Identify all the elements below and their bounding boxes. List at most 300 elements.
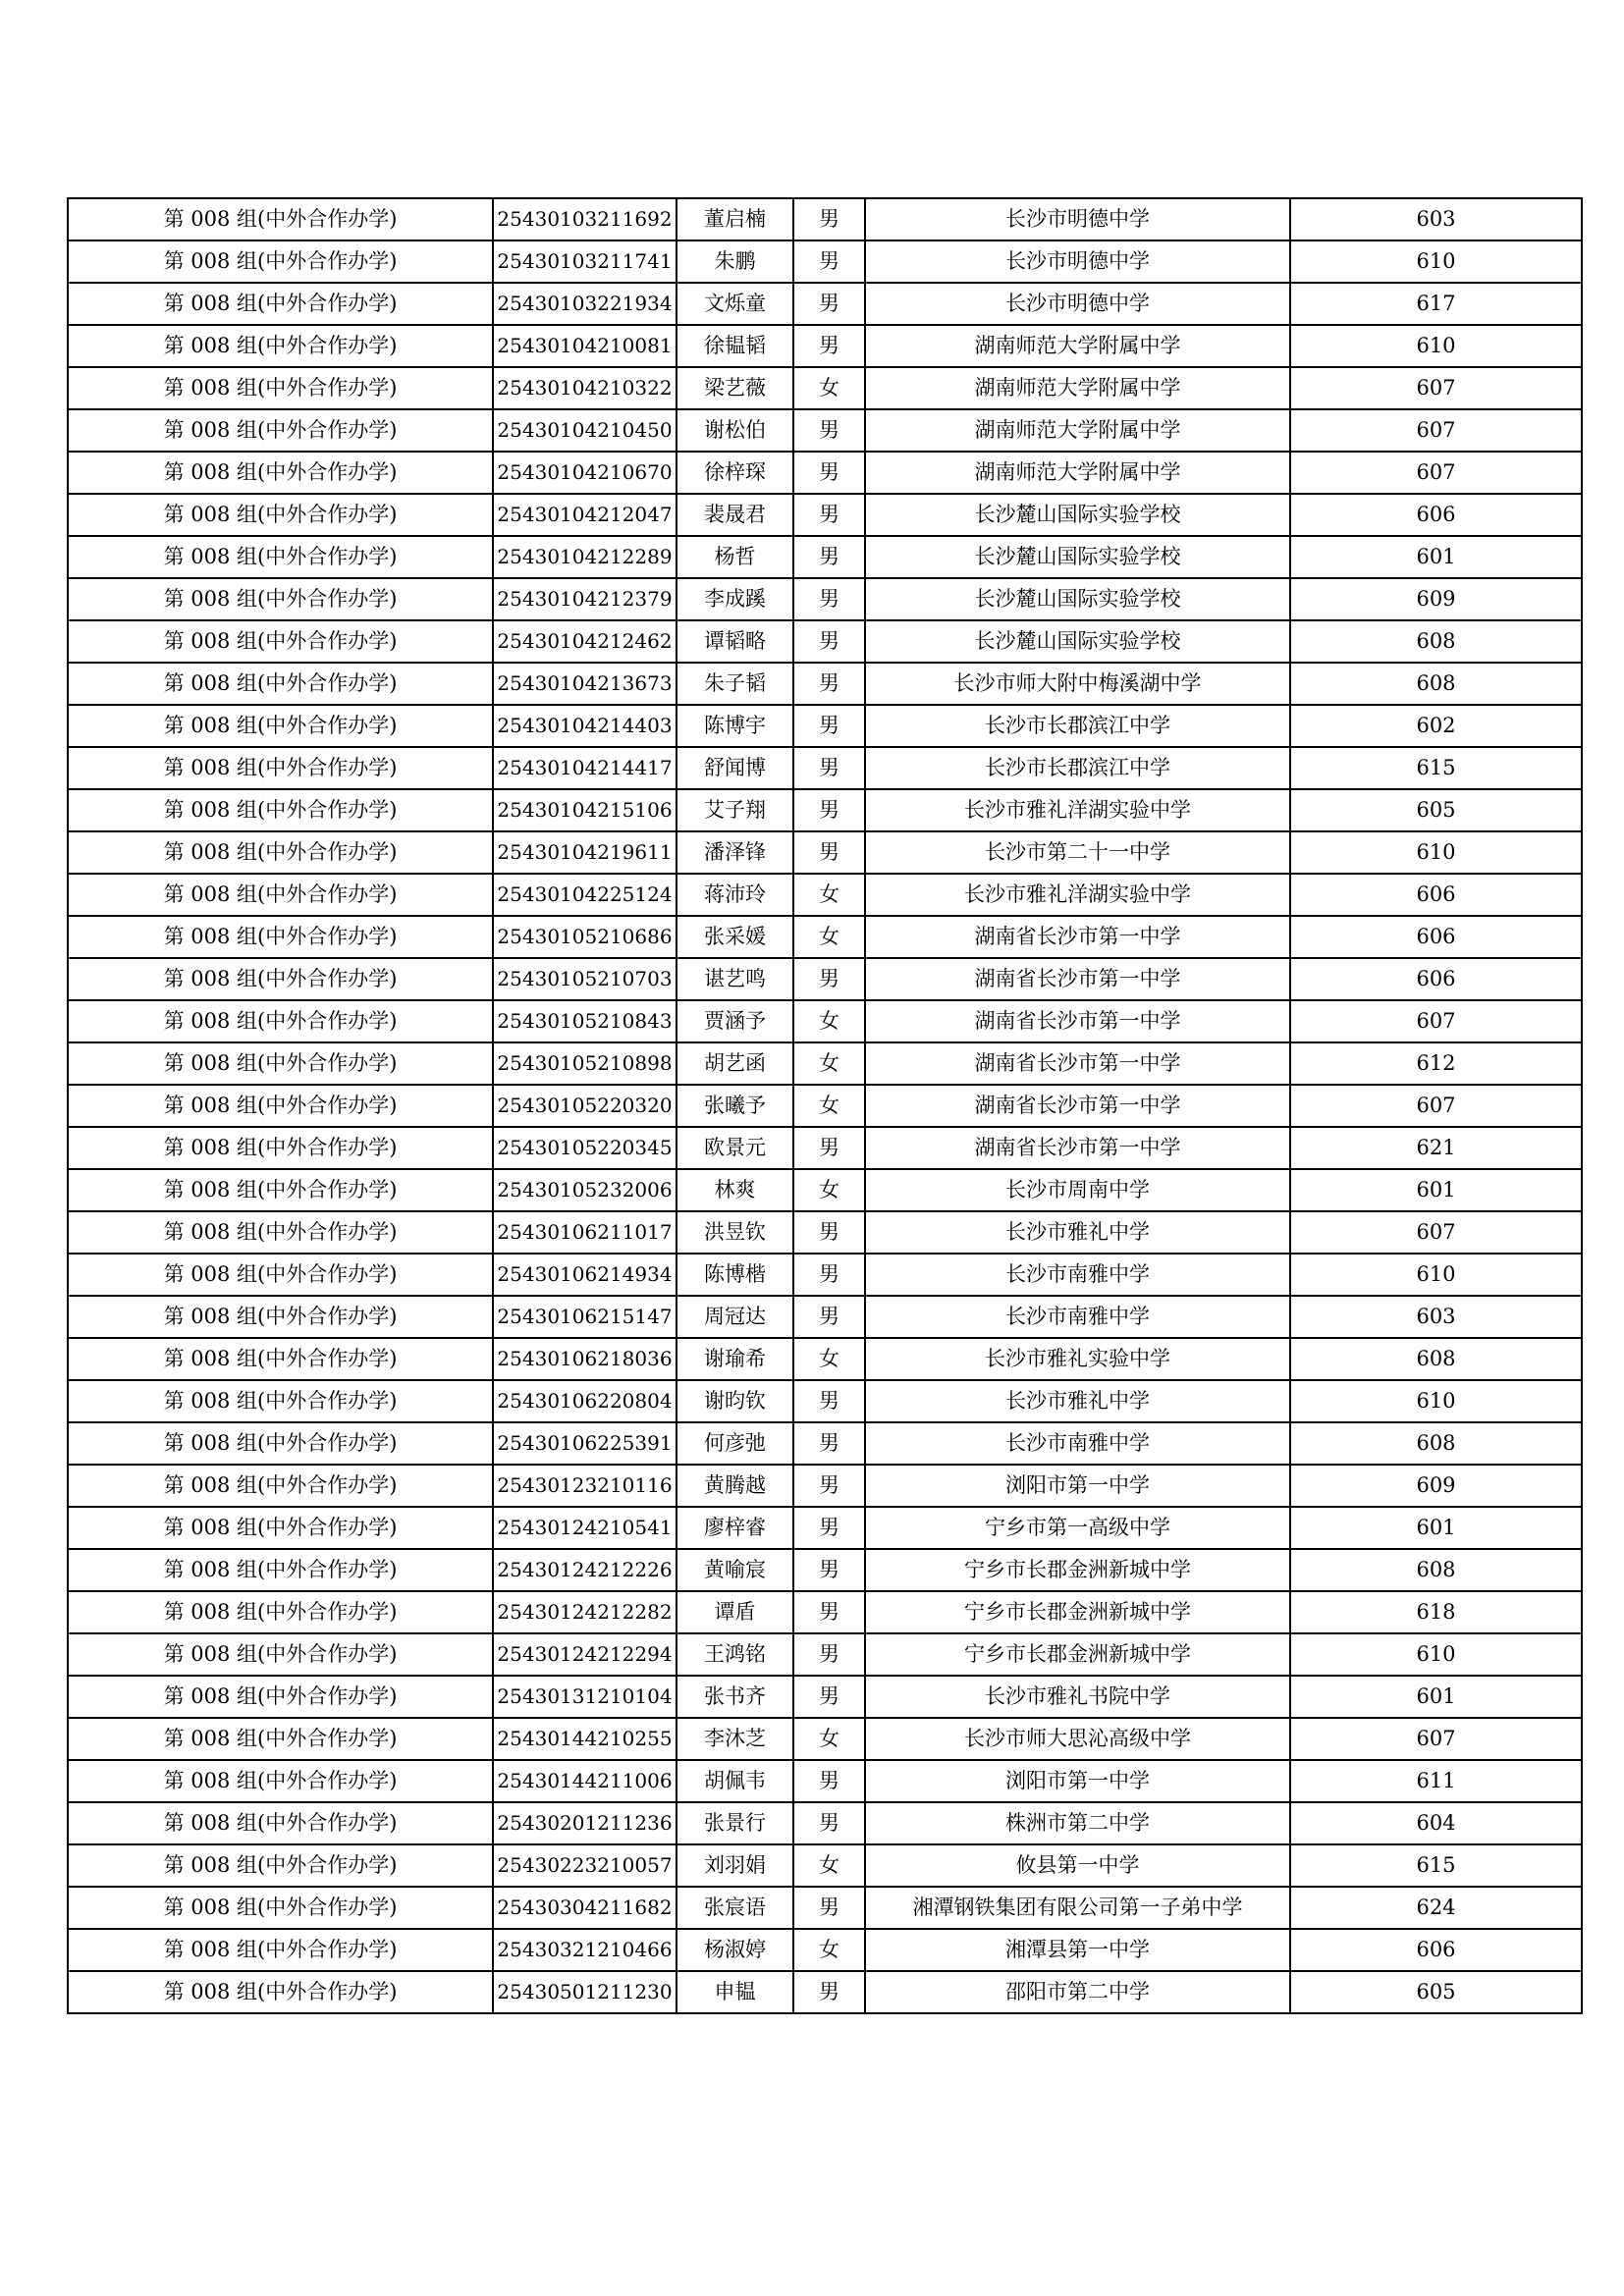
school-cell: 湖南师范大学附属中学 <box>865 452 1290 494</box>
candidate-id-cell: 25430105210843 <box>493 1000 677 1042</box>
table-row <box>68 1465 1582 1507</box>
school-cell: 长沙市雅礼实验中学 <box>865 1338 1290 1380</box>
score-cell: 610 <box>1290 1633 1582 1676</box>
candidate-id-cell: 25430124212282 <box>493 1591 677 1633</box>
table-row <box>68 325 1582 367</box>
candidate-id-cell: 25430105220345 <box>493 1127 677 1169</box>
group-cell: 第 008 组(中外合作办学) <box>68 1971 493 2013</box>
table-row <box>68 1887 1582 1929</box>
group-cell: 第 008 组(中外合作办学) <box>68 1211 493 1254</box>
group-cell: 第 008 组(中外合作办学) <box>68 1929 493 1971</box>
score-cell: 604 <box>1290 1802 1582 1844</box>
score-cell: 603 <box>1290 1296 1582 1338</box>
group-cell: 第 008 组(中外合作办学) <box>68 1254 493 1296</box>
table-row <box>68 1422 1582 1465</box>
table-row <box>68 789 1582 831</box>
student-name-cell: 陈博宇 <box>677 705 793 747</box>
table-row <box>68 367 1582 409</box>
student-name-cell: 谭盾 <box>677 1591 793 1633</box>
school-cell: 长沙市雅礼中学 <box>865 1211 1290 1254</box>
student-name-cell: 谢昀钦 <box>677 1380 793 1422</box>
group-cell: 第 008 组(中外合作办学) <box>68 198 493 240</box>
school-cell: 长沙市师大思沁高级中学 <box>865 1718 1290 1760</box>
candidate-id-cell: 25430144210255 <box>493 1718 677 1760</box>
group-cell: 第 008 组(中外合作办学) <box>68 831 493 874</box>
gender-cell: 男 <box>793 831 865 874</box>
school-cell: 湖南师范大学附属中学 <box>865 367 1290 409</box>
student-name-cell: 陈博楷 <box>677 1254 793 1296</box>
score-cell: 608 <box>1290 1338 1582 1380</box>
gender-cell: 男 <box>793 578 865 620</box>
candidate-id-cell: 25430104210670 <box>493 452 677 494</box>
gender-cell: 男 <box>793 1633 865 1676</box>
school-cell: 湖南省长沙市第一中学 <box>865 1042 1290 1085</box>
table-row <box>68 1760 1582 1802</box>
group-cell: 第 008 组(中外合作办学) <box>68 663 493 705</box>
group-cell: 第 008 组(中外合作办学) <box>68 536 493 578</box>
school-cell: 宁乡市长郡金洲新城中学 <box>865 1549 1290 1591</box>
student-name-cell: 文烁童 <box>677 283 793 325</box>
group-cell: 第 008 组(中外合作办学) <box>68 1549 493 1591</box>
candidate-id-cell: 25430104214417 <box>493 747 677 789</box>
score-cell: 606 <box>1290 916 1582 958</box>
gender-cell: 男 <box>793 1254 865 1296</box>
table-row <box>68 1085 1582 1127</box>
table-row <box>68 198 1582 240</box>
student-name-cell: 洪昱钦 <box>677 1211 793 1254</box>
table-row <box>68 620 1582 663</box>
candidate-id-cell: 25430104212047 <box>493 494 677 536</box>
candidate-id-cell: 25430104215106 <box>493 789 677 831</box>
table-row <box>68 1338 1582 1380</box>
table-row <box>68 1254 1582 1296</box>
group-cell: 第 008 组(中外合作办学) <box>68 1380 493 1422</box>
table-row <box>68 1676 1582 1718</box>
gender-cell: 男 <box>793 1465 865 1507</box>
candidate-id-cell: 25430223210057 <box>493 1844 677 1887</box>
score-cell: 608 <box>1290 1549 1582 1591</box>
admission-roster-table <box>67 197 1583 2014</box>
gender-cell: 女 <box>793 1085 865 1127</box>
gender-cell: 男 <box>793 283 865 325</box>
score-cell: 607 <box>1290 367 1582 409</box>
gender-cell: 男 <box>793 1676 865 1718</box>
score-cell: 607 <box>1290 1085 1582 1127</box>
candidate-id-cell: 25430104225124 <box>493 874 677 916</box>
table-row <box>68 705 1582 747</box>
table-row <box>68 874 1582 916</box>
group-cell: 第 008 组(中外合作办学) <box>68 1887 493 1929</box>
student-name-cell: 杨淑婷 <box>677 1929 793 1971</box>
table-row <box>68 1802 1582 1844</box>
school-cell: 浏阳市第一中学 <box>865 1760 1290 1802</box>
candidate-id-cell: 25430105210686 <box>493 916 677 958</box>
school-cell: 浏阳市第一中学 <box>865 1465 1290 1507</box>
candidate-id-cell: 25430201211236 <box>493 1802 677 1844</box>
candidate-id-cell: 25430131210104 <box>493 1676 677 1718</box>
group-cell: 第 008 组(中外合作办学) <box>68 1169 493 1211</box>
candidate-id-cell: 25430106220804 <box>493 1380 677 1422</box>
candidate-id-cell: 25430304211682 <box>493 1887 677 1929</box>
gender-cell: 女 <box>793 1929 865 1971</box>
school-cell: 长沙市雅礼书院中学 <box>865 1676 1290 1718</box>
school-cell: 长沙市雅礼洋湖实验中学 <box>865 874 1290 916</box>
candidate-id-cell: 25430106225391 <box>493 1422 677 1465</box>
gender-cell: 男 <box>793 1887 865 1929</box>
score-cell: 607 <box>1290 1211 1582 1254</box>
gender-cell: 男 <box>793 1549 865 1591</box>
table-row <box>68 452 1582 494</box>
gender-cell: 男 <box>793 1127 865 1169</box>
table-row <box>68 1000 1582 1042</box>
group-cell: 第 008 组(中外合作办学) <box>68 1042 493 1085</box>
student-name-cell: 胡艺函 <box>677 1042 793 1085</box>
student-name-cell: 李沐芝 <box>677 1718 793 1760</box>
score-cell: 610 <box>1290 831 1582 874</box>
score-cell: 606 <box>1290 874 1582 916</box>
candidate-id-cell: 25430501211230 <box>493 1971 677 2013</box>
table-row <box>68 578 1582 620</box>
school-cell: 长沙市明德中学 <box>865 198 1290 240</box>
gender-cell: 女 <box>793 874 865 916</box>
table-row <box>68 409 1582 452</box>
gender-cell: 男 <box>793 536 865 578</box>
group-cell: 第 008 组(中外合作办学) <box>68 620 493 663</box>
group-cell: 第 008 组(中外合作办学) <box>68 494 493 536</box>
school-cell: 湖南师范大学附属中学 <box>865 409 1290 452</box>
student-name-cell: 裴晟君 <box>677 494 793 536</box>
student-name-cell: 张采媛 <box>677 916 793 958</box>
school-cell: 攸县第一中学 <box>865 1844 1290 1887</box>
candidate-id-cell: 25430104212379 <box>493 578 677 620</box>
table-row <box>68 1929 1582 1971</box>
score-cell: 606 <box>1290 494 1582 536</box>
candidate-id-cell: 25430106214934 <box>493 1254 677 1296</box>
school-cell: 湖南省长沙市第一中学 <box>865 1000 1290 1042</box>
candidate-id-cell: 25430104214403 <box>493 705 677 747</box>
candidate-id-cell: 25430104212289 <box>493 536 677 578</box>
table-row <box>68 1591 1582 1633</box>
candidate-id-cell: 25430104213673 <box>493 663 677 705</box>
student-name-cell: 徐韫韬 <box>677 325 793 367</box>
score-cell: 610 <box>1290 240 1582 283</box>
candidate-id-cell: 25430106218036 <box>493 1338 677 1380</box>
student-name-cell: 潘泽锋 <box>677 831 793 874</box>
school-cell: 长沙麓山国际实验学校 <box>865 578 1290 620</box>
table-row <box>68 1042 1582 1085</box>
group-cell: 第 008 组(中外合作办学) <box>68 325 493 367</box>
table-row <box>68 494 1582 536</box>
group-cell: 第 008 组(中外合作办学) <box>68 789 493 831</box>
candidate-id-cell: 25430105210898 <box>493 1042 677 1085</box>
student-name-cell: 谭韬略 <box>677 620 793 663</box>
score-cell: 605 <box>1290 1971 1582 2013</box>
candidate-id-cell: 25430144211006 <box>493 1760 677 1802</box>
student-name-cell: 贾涵予 <box>677 1000 793 1042</box>
gender-cell: 男 <box>793 1507 865 1549</box>
table-row <box>68 1169 1582 1211</box>
table-row <box>68 283 1582 325</box>
score-cell: 608 <box>1290 663 1582 705</box>
score-cell: 607 <box>1290 409 1582 452</box>
gender-cell: 女 <box>793 1844 865 1887</box>
student-name-cell: 朱子韬 <box>677 663 793 705</box>
student-name-cell: 廖梓睿 <box>677 1507 793 1549</box>
student-name-cell: 李成蹊 <box>677 578 793 620</box>
score-cell: 624 <box>1290 1887 1582 1929</box>
score-cell: 615 <box>1290 1844 1582 1887</box>
gender-cell: 男 <box>793 1380 865 1422</box>
school-cell: 长沙市第二十一中学 <box>865 831 1290 874</box>
gender-cell: 女 <box>793 367 865 409</box>
group-cell: 第 008 组(中外合作办学) <box>68 705 493 747</box>
candidate-id-cell: 25430104210450 <box>493 409 677 452</box>
candidate-id-cell: 25430104210322 <box>493 367 677 409</box>
school-cell: 长沙麓山国际实验学校 <box>865 536 1290 578</box>
group-cell: 第 008 组(中外合作办学) <box>68 1422 493 1465</box>
table-row <box>68 240 1582 283</box>
student-name-cell: 董启楠 <box>677 198 793 240</box>
candidate-id-cell: 25430124212294 <box>493 1633 677 1676</box>
candidate-id-cell: 25430103211741 <box>493 240 677 283</box>
student-name-cell: 谌艺鸣 <box>677 958 793 1000</box>
table-row <box>68 1718 1582 1760</box>
school-cell: 长沙市长郡滨江中学 <box>865 747 1290 789</box>
gender-cell: 男 <box>793 789 865 831</box>
score-cell: 621 <box>1290 1127 1582 1169</box>
candidate-id-cell: 25430104212462 <box>493 620 677 663</box>
student-name-cell: 舒闻博 <box>677 747 793 789</box>
table-row <box>68 1296 1582 1338</box>
school-cell: 湖南师范大学附属中学 <box>865 325 1290 367</box>
group-cell: 第 008 组(中外合作办学) <box>68 1000 493 1042</box>
gender-cell: 男 <box>793 240 865 283</box>
group-cell: 第 008 组(中外合作办学) <box>68 452 493 494</box>
school-cell: 长沙市雅礼洋湖实验中学 <box>865 789 1290 831</box>
table-row <box>68 958 1582 1000</box>
gender-cell: 男 <box>793 494 865 536</box>
table-row <box>68 916 1582 958</box>
school-cell: 湖南省长沙市第一中学 <box>865 1085 1290 1127</box>
student-name-cell: 王鸿铭 <box>677 1633 793 1676</box>
candidate-id-cell: 25430124210541 <box>493 1507 677 1549</box>
student-name-cell: 申韫 <box>677 1971 793 2013</box>
gender-cell: 男 <box>793 1296 865 1338</box>
score-cell: 618 <box>1290 1591 1582 1633</box>
group-cell: 第 008 组(中外合作办学) <box>68 1676 493 1718</box>
student-name-cell: 黄喻宸 <box>677 1549 793 1591</box>
score-cell: 609 <box>1290 578 1582 620</box>
school-cell: 长沙市周南中学 <box>865 1169 1290 1211</box>
group-cell: 第 008 组(中外合作办学) <box>68 409 493 452</box>
score-cell: 610 <box>1290 1380 1582 1422</box>
gender-cell: 女 <box>793 1169 865 1211</box>
table-row <box>68 831 1582 874</box>
group-cell: 第 008 组(中外合作办学) <box>68 1127 493 1169</box>
score-cell: 607 <box>1290 1718 1582 1760</box>
student-name-cell: 梁艺薇 <box>677 367 793 409</box>
candidate-id-cell: 25430105220320 <box>493 1085 677 1127</box>
score-cell: 610 <box>1290 325 1582 367</box>
table-row <box>68 1127 1582 1169</box>
gender-cell: 男 <box>793 325 865 367</box>
group-cell: 第 008 组(中外合作办学) <box>68 916 493 958</box>
school-cell: 湘潭县第一中学 <box>865 1929 1290 1971</box>
score-cell: 608 <box>1290 1422 1582 1465</box>
student-name-cell: 林爽 <box>677 1169 793 1211</box>
score-cell: 601 <box>1290 1169 1582 1211</box>
school-cell: 湖南省长沙市第一中学 <box>865 958 1290 1000</box>
score-cell: 606 <box>1290 958 1582 1000</box>
student-name-cell: 何彦弛 <box>677 1422 793 1465</box>
candidate-id-cell: 25430123210116 <box>493 1465 677 1507</box>
school-cell: 湖南省长沙市第一中学 <box>865 1127 1290 1169</box>
table-row <box>68 1971 1582 2013</box>
gender-cell: 男 <box>793 409 865 452</box>
score-cell: 606 <box>1290 1929 1582 1971</box>
candidate-id-cell: 25430104210081 <box>493 325 677 367</box>
candidate-id-cell: 25430104219611 <box>493 831 677 874</box>
table-row <box>68 536 1582 578</box>
candidate-id-cell: 25430106211017 <box>493 1211 677 1254</box>
student-name-cell: 刘羽娟 <box>677 1844 793 1887</box>
group-cell: 第 008 组(中外合作办学) <box>68 747 493 789</box>
student-name-cell: 黄腾越 <box>677 1465 793 1507</box>
group-cell: 第 008 组(中外合作办学) <box>68 1465 493 1507</box>
gender-cell: 女 <box>793 1338 865 1380</box>
score-cell: 617 <box>1290 283 1582 325</box>
group-cell: 第 008 组(中外合作办学) <box>68 1718 493 1760</box>
gender-cell: 男 <box>793 1211 865 1254</box>
score-cell: 609 <box>1290 1465 1582 1507</box>
student-name-cell: 张景行 <box>677 1802 793 1844</box>
gender-cell: 男 <box>793 620 865 663</box>
gender-cell: 男 <box>793 1760 865 1802</box>
student-name-cell: 艾子翔 <box>677 789 793 831</box>
gender-cell: 男 <box>793 1802 865 1844</box>
table-row <box>68 1844 1582 1887</box>
student-name-cell: 张书齐 <box>677 1676 793 1718</box>
gender-cell: 女 <box>793 1042 865 1085</box>
candidate-id-cell: 25430105232006 <box>493 1169 677 1211</box>
school-cell: 湘潭钢铁集团有限公司第一子弟中学 <box>865 1887 1290 1929</box>
school-cell: 宁乡市长郡金洲新城中学 <box>865 1591 1290 1633</box>
gender-cell: 女 <box>793 1000 865 1042</box>
score-cell: 611 <box>1290 1760 1582 1802</box>
student-name-cell: 胡佩韦 <box>677 1760 793 1802</box>
gender-cell: 男 <box>793 198 865 240</box>
score-cell: 605 <box>1290 789 1582 831</box>
score-cell: 601 <box>1290 1676 1582 1718</box>
score-cell: 612 <box>1290 1042 1582 1085</box>
candidate-id-cell: 25430321210466 <box>493 1929 677 1971</box>
student-name-cell: 谢瑜希 <box>677 1338 793 1380</box>
group-cell: 第 008 组(中外合作办学) <box>68 240 493 283</box>
student-name-cell: 周冠达 <box>677 1296 793 1338</box>
school-cell: 长沙麓山国际实验学校 <box>865 494 1290 536</box>
group-cell: 第 008 组(中外合作办学) <box>68 367 493 409</box>
score-cell: 610 <box>1290 1254 1582 1296</box>
school-cell: 湖南省长沙市第一中学 <box>865 916 1290 958</box>
score-cell: 607 <box>1290 1000 1582 1042</box>
table-row <box>68 1211 1582 1254</box>
school-cell: 邵阳市第二中学 <box>865 1971 1290 2013</box>
group-cell: 第 008 组(中外合作办学) <box>68 283 493 325</box>
student-name-cell: 张曦予 <box>677 1085 793 1127</box>
score-cell: 601 <box>1290 536 1582 578</box>
group-cell: 第 008 组(中外合作办学) <box>68 1085 493 1127</box>
group-cell: 第 008 组(中外合作办学) <box>68 874 493 916</box>
school-cell: 长沙市明德中学 <box>865 283 1290 325</box>
table-row <box>68 1549 1582 1591</box>
gender-cell: 男 <box>793 747 865 789</box>
group-cell: 第 008 组(中外合作办学) <box>68 1338 493 1380</box>
score-cell: 602 <box>1290 705 1582 747</box>
roster-body <box>68 198 1582 2013</box>
student-name-cell: 张宸语 <box>677 1887 793 1929</box>
table-row <box>68 1507 1582 1549</box>
group-cell: 第 008 组(中外合作办学) <box>68 1633 493 1676</box>
group-cell: 第 008 组(中外合作办学) <box>68 958 493 1000</box>
student-name-cell: 欧景元 <box>677 1127 793 1169</box>
group-cell: 第 008 组(中外合作办学) <box>68 1507 493 1549</box>
candidate-id-cell: 25430105210703 <box>493 958 677 1000</box>
student-name-cell: 谢松伯 <box>677 409 793 452</box>
group-cell: 第 008 组(中外合作办学) <box>68 1844 493 1887</box>
school-cell: 长沙市雅礼中学 <box>865 1380 1290 1422</box>
gender-cell: 男 <box>793 1971 865 2013</box>
gender-cell: 男 <box>793 663 865 705</box>
group-cell: 第 008 组(中外合作办学) <box>68 578 493 620</box>
gender-cell: 男 <box>793 1422 865 1465</box>
group-cell: 第 008 组(中外合作办学) <box>68 1296 493 1338</box>
gender-cell: 男 <box>793 958 865 1000</box>
candidate-id-cell: 25430124212226 <box>493 1549 677 1591</box>
score-cell: 603 <box>1290 198 1582 240</box>
school-cell: 长沙市明德中学 <box>865 240 1290 283</box>
table-row <box>68 1633 1582 1676</box>
candidate-id-cell: 25430103211692 <box>493 198 677 240</box>
group-cell: 第 008 组(中外合作办学) <box>68 1802 493 1844</box>
group-cell: 第 008 组(中外合作办学) <box>68 1760 493 1802</box>
candidate-id-cell: 25430106215147 <box>493 1296 677 1338</box>
table-row <box>68 663 1582 705</box>
school-cell: 长沙市南雅中学 <box>865 1296 1290 1338</box>
student-name-cell: 杨哲 <box>677 536 793 578</box>
school-cell: 长沙市长郡滨江中学 <box>865 705 1290 747</box>
gender-cell: 男 <box>793 452 865 494</box>
candidate-id-cell: 25430103221934 <box>493 283 677 325</box>
table-row <box>68 747 1582 789</box>
gender-cell: 男 <box>793 1591 865 1633</box>
school-cell: 长沙市师大附中梅溪湖中学 <box>865 663 1290 705</box>
score-cell: 607 <box>1290 452 1582 494</box>
table-row <box>68 1380 1582 1422</box>
school-cell: 长沙市南雅中学 <box>865 1422 1290 1465</box>
student-name-cell: 蒋沛玲 <box>677 874 793 916</box>
score-cell: 615 <box>1290 747 1582 789</box>
gender-cell: 女 <box>793 916 865 958</box>
school-cell: 长沙市南雅中学 <box>865 1254 1290 1296</box>
document-page <box>67 197 1581 2014</box>
student-name-cell: 朱鹏 <box>677 240 793 283</box>
score-cell: 601 <box>1290 1507 1582 1549</box>
score-cell: 608 <box>1290 620 1582 663</box>
school-cell: 宁乡市长郡金洲新城中学 <box>865 1633 1290 1676</box>
student-name-cell: 徐梓琛 <box>677 452 793 494</box>
school-cell: 宁乡市第一高级中学 <box>865 1507 1290 1549</box>
gender-cell: 女 <box>793 1718 865 1760</box>
